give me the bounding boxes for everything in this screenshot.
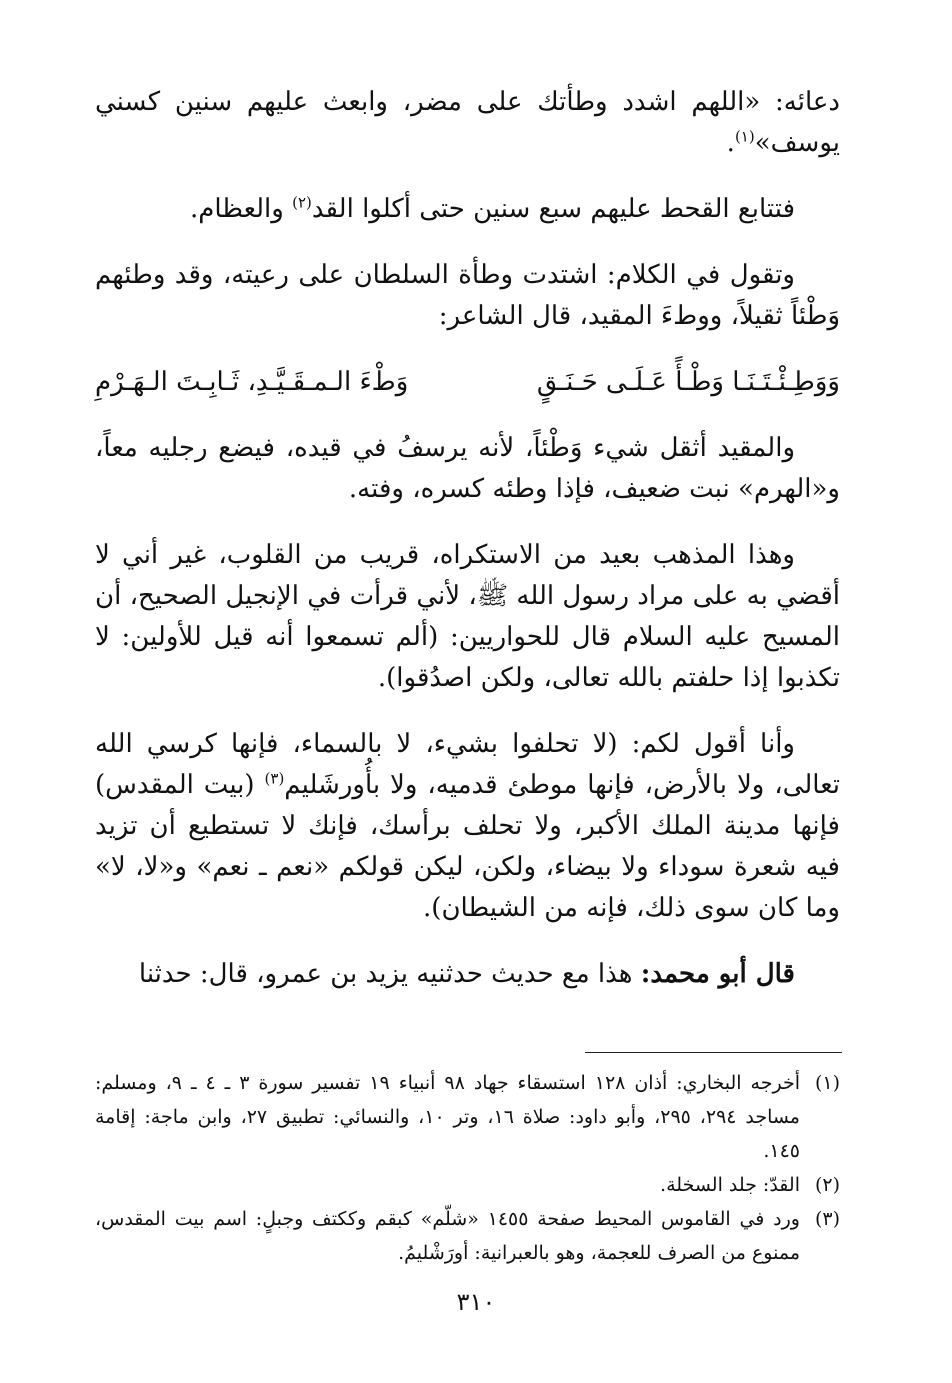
footnote-text: ورد في القاموس المحيط صفحة ١٤٥٥ «شلّم» كبقم وككتف وجبلٍ: اسم بيت المقدس، ممنوع من الصرف للعجمة، وهو بالعبرانية: أورَشْليمُ. [95,1208,800,1264]
paragraph-1-text: دعائه: «اللهم اشدد وطأتك على مضر، وابعث عليهم سنين كسني يوسف» [95,87,840,158]
footnote-item [95,1168,840,1202]
footnote-ref-3: (٣) [264,769,285,788]
paragraph-1-end: . [726,128,735,158]
verse-first-hemistich: وَوَطِـئْـتَـنَـا وَطْـأً عَـلَـى حَـنَـقٍ [536,367,840,397]
speaker-label: قال أبو محمد: [640,959,795,989]
footnote-number: (٢) [814,1174,840,1196]
footnote-ref-1: (١) [734,127,755,146]
paragraph-6-text-b: (بيت المقدس) فإنها مدينة الملك الأكبر، ولا تحلف برأسك، فإنك لا تستطيع أن تزيد فيه شعرة سوداء ولا بيضاء، ولكن، ليكن قولكم «نعم ـ نعم» و«لا، لا» وما كان سوى ذلك، فإنه من الشيطان). [95,770,840,923]
paragraph-7-text: هذا مع حديث حدثنيه يزيد بن عمرو، قال: حدثنا [138,959,641,989]
footnote-ref-2: (٢) [292,193,312,212]
paragraph-7 [95,954,840,995]
paragraph-3: وتقول في الكلام: اشتدت وطأة السلطان على رعيته، وقد وطئهم وَطْئاً ثقيلاً، ووطءَ المقيد، قال الشاعر: [95,260,840,331]
page-number: ٣١٠ [456,1288,496,1316]
footnote-number: (١) [814,1072,840,1094]
verse-second-hemistich: وَطْءَ الـمـقَـيَّـدِ، ثَـابِـتَ الـهَـرْمِ [95,367,409,397]
paragraph-4: والمقيد أثقل شيء وَطْئاً، لأنه يرسفُ في قيده، فيضع رجليه معاً، و«الهرم» نبت ضعيف، فإذا وطئه كسره، وفته. [95,433,840,504]
poem-verse [95,362,840,403]
paragraph-1 [95,82,840,164]
paragraph-5: وهذا المذهب بعيد من الاستكراه، قريب من القلوب، غير أني لا أقضي به على مراد رسول الله ﷺ، لأني قرأت في الإنجيل الصحيح، أن المسيح عليه السلام قال للحواريين: (ألم تسمعوا أنه قيل للأولين: لا تكذبوا إذا حلفتم بالله تعالى، ولكن اصدُقوا). [95,540,840,693]
footnote-divider [585,1052,842,1053]
paragraph-6 [95,724,840,929]
main-text [95,82,840,1020]
paragraph-2 [95,189,840,230]
paragraph-6-text-a: وأنا أقول لكم: (لا تحلفوا بشيء، لا بالسماء، فإنها كرسي الله تعالى، ولا بالأرض، فإنها موطئ قدميه، ولا بأُورشَليم [95,729,840,800]
footnote-text: أخرجه البخاري: أذان ١٢٨ استسقاء جهاد ٩٨ أنبياء ١٩ تفسير سورة ٣ ـ ٤ ـ ٩، ومسلم: مساجد ٢٩٤، ٢٩٥، وأبو داود: صلاة ١٦، وتر ١٠، والنسائي: تطبيق ٢٧، وابن ماجة: إقامة ١٤٥. [95,1072,800,1162]
footnotes [95,1066,840,1270]
footnote-text: القدّ: جلد السخلة. [660,1174,800,1196]
footnote-number: (٣) [814,1208,840,1230]
paragraph-2-text: فتتابع القحط عليهم سبع سنين حتى أكلوا القد [311,194,795,224]
footnote-item [95,1202,840,1270]
paragraph-2-end: والعظام. [189,194,293,224]
footnote-item [95,1066,840,1168]
